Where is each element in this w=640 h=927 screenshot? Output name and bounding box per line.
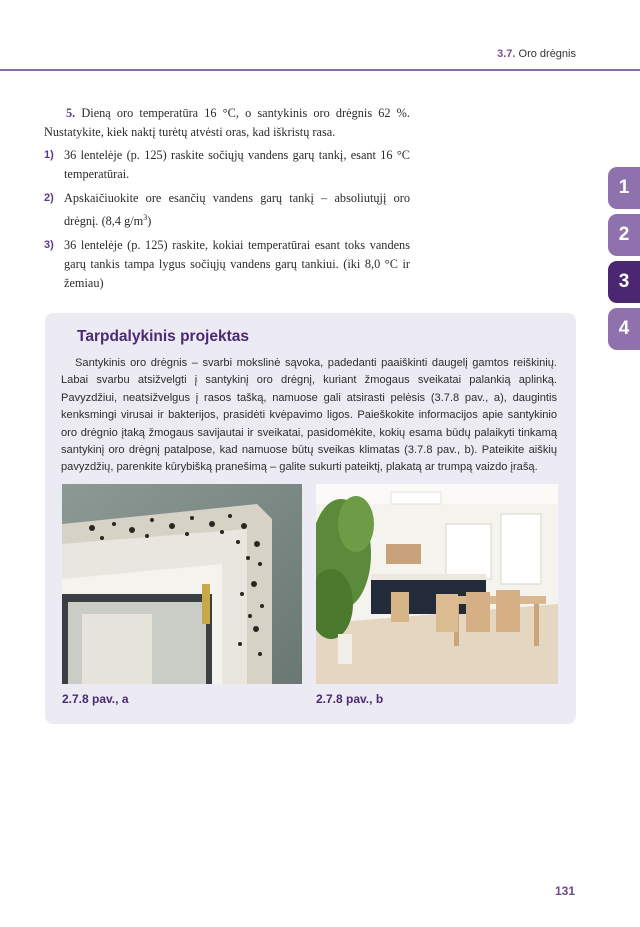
project-box <box>45 313 576 724</box>
chapter-tab-3[interactable]: 3 <box>608 261 640 303</box>
exercise-number: 5. <box>66 106 76 120</box>
exercise-block <box>44 104 410 298</box>
exercise-step <box>44 146 410 184</box>
bright-kitchen-photo <box>316 484 558 684</box>
step-text-end: ) <box>147 214 152 229</box>
step-number: 1) <box>44 149 54 161</box>
chapter-tab-1[interactable]: 1 <box>608 167 640 209</box>
mold-window-photo <box>62 484 302 684</box>
section-title: Oro drėgnis <box>518 48 576 60</box>
page-number: 131 <box>555 884 576 898</box>
figure-caption-a: 2.7.8 pav., a <box>62 692 129 706</box>
step-superscript: 3 <box>143 213 148 222</box>
project-text: Santykinis oro drėgnis – svarbi mokslinė sąvoka, padedanti paaiškinti daugelį gamtos reiškinių. Labai svarbu atsižvelgti į santykinį oro drėgnį, kuriant žmogaus sveikatai palankią aplinką. Pavyzdžiui, neatsižvelgus į rasos tašką, namuose gali atsirasti pelėsis (3.7.8 pav., a), daugintis kenksmingi virusai ir bakterijos, prasidėti kvėpavimo ligos. Paieškokite informacijos apie santykinio oro drėgnio įtaką žmogaus savijautai ir sveikatai, pasidomėkite, kokių esama būdų palaikyti tinkamą santykinį oro drėgnį patalpose, kad namuose būtų sveikas klimatas (3.7.8 pav., b). Pateikite aiškių pavyzdžių, parenkite kūrybišką pranešimą – galite sukurti pateiktį, plakatą ar trumpą vaizdo įrašą. <box>61 357 557 474</box>
step-text: 36 lentelėje (p. 125) raskite sočiųjų vandens garų tankį, esant 16 °C temperatūrai. <box>64 148 410 181</box>
step-text: 36 lentelėje (p. 125) raskite, kokiai temperatūrai esant toks vandens garų tankis tampa lygus sočiųjų vandens garų tankiui. (iki 8,0 °C ir žemiau) <box>64 238 410 291</box>
exercise-intro <box>44 104 410 142</box>
exercise-step <box>44 189 410 231</box>
project-title: Tarpdalykinis projektas <box>77 328 249 345</box>
exercise-intro-text: Dieną oro temperatūra 16 °C, o santykinis oro drėgnis 62 %. Nustatykite, kiek naktį turėtų atvėsti oras, kad iškristų rasa. <box>44 106 411 139</box>
step-number: 2) <box>44 192 54 204</box>
chapter-tabs <box>608 167 640 355</box>
header-divider <box>0 69 640 71</box>
step-text: Apskaičiuokite ore esančių vandens garų tankį – absoliutųjį oro drėgnį. (8,4 g/m <box>64 191 410 229</box>
section-number: 3.7. <box>497 48 516 60</box>
chapter-tab-2[interactable]: 2 <box>608 214 640 256</box>
running-header <box>497 48 576 60</box>
exercise-step <box>44 236 410 293</box>
step-number: 3) <box>44 239 54 252</box>
chapter-tab-4[interactable]: 4 <box>608 308 640 350</box>
figure-caption-b: 2.7.8 pav., b <box>316 692 384 706</box>
